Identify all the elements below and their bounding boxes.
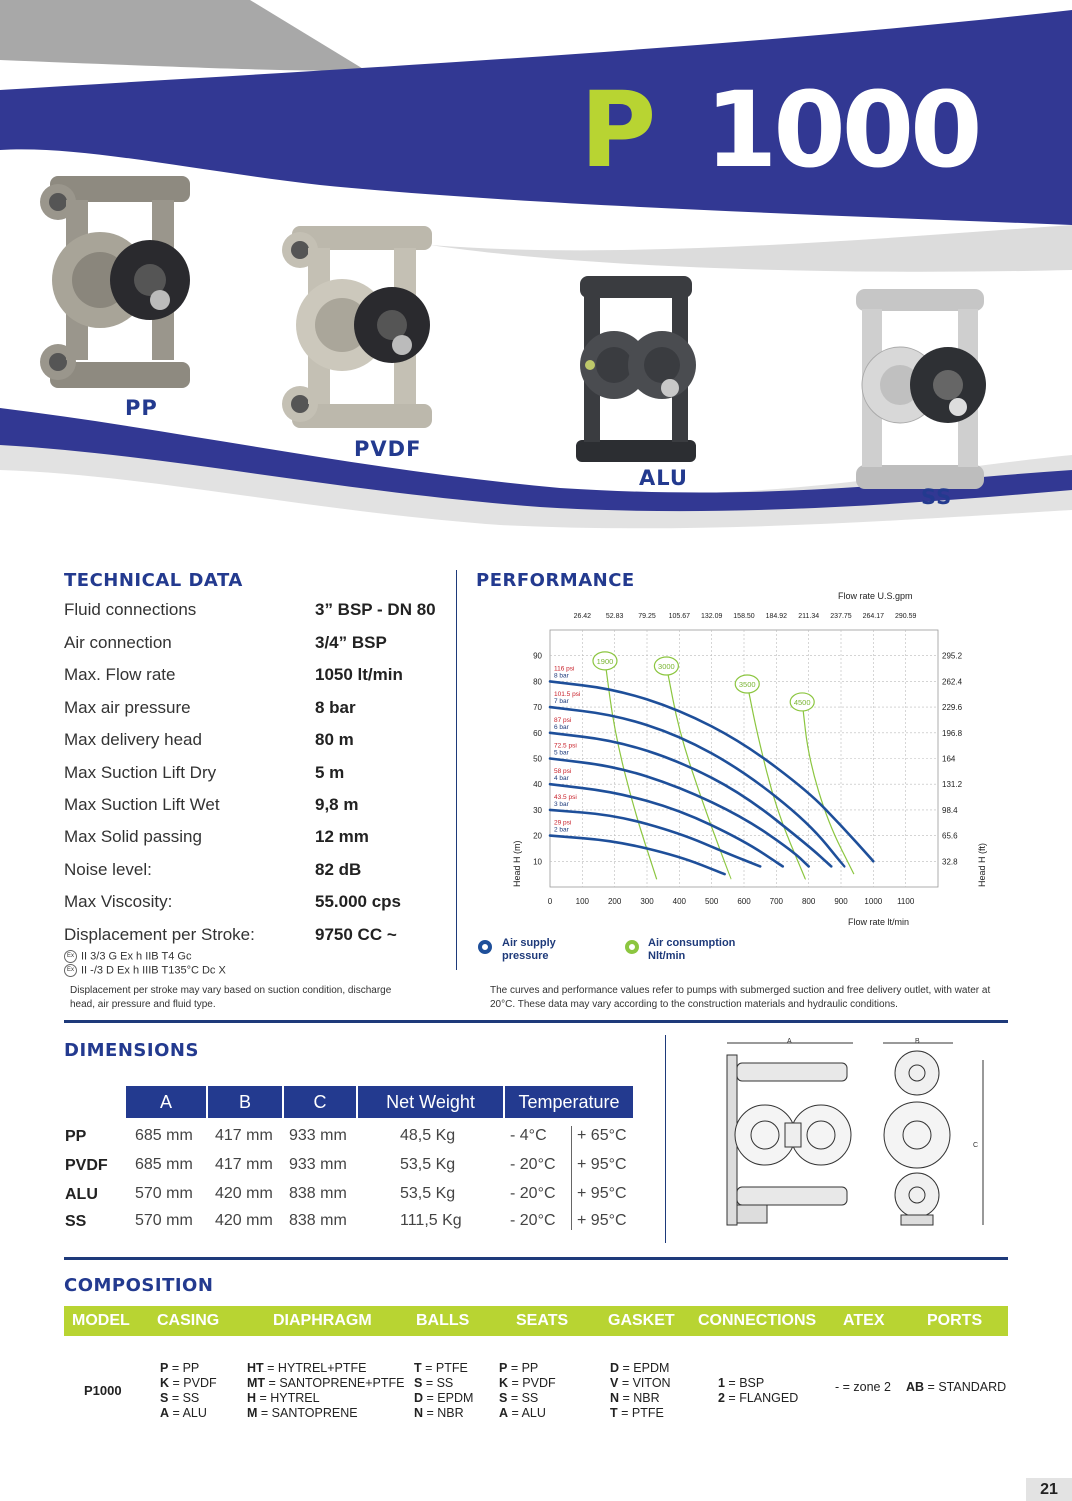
top-tick-label: 132.09 xyxy=(700,613,723,620)
y2-tick-label: 65.6 xyxy=(942,831,958,841)
pressure-psi-label: 58 psi xyxy=(554,768,572,776)
comp-header-gasket: GASKET xyxy=(608,1312,675,1329)
performance-note: The curves and performance values refer to pumps with submerged suction and free delivery outlet, with water at 20°C. These data may vary according to the construction materials and hydraulic conditions. xyxy=(490,985,991,1010)
dim-label-b: B xyxy=(915,1038,920,1045)
dim-temp-min: - 20°C xyxy=(510,1185,556,1202)
pump-label-ss: SS xyxy=(921,485,953,509)
y-tick-label: 80 xyxy=(533,677,542,687)
spec-label: Fluid connections xyxy=(64,600,197,619)
pressure-bar-label: 8 bar xyxy=(554,672,569,680)
performance-chart xyxy=(500,585,1000,935)
spec-label: Max delivery head xyxy=(64,730,202,749)
dim-c: 933 mm xyxy=(289,1156,347,1173)
x-tick-label: 500 xyxy=(704,897,719,906)
dim-header-temperature: Temperature xyxy=(505,1086,633,1118)
spec-value: 82 dB xyxy=(315,860,362,879)
pressure-psi-label: 43.5 psi xyxy=(554,793,577,801)
comp-seats-list xyxy=(499,1361,556,1421)
top-tick-label: 105.67 xyxy=(668,613,691,620)
y-tick-label: 50 xyxy=(533,754,542,764)
air-consumption-label: 1900 xyxy=(596,656,614,666)
x-tick-label: 900 xyxy=(834,897,848,906)
dim-label-c: C xyxy=(973,1142,979,1149)
spec-row xyxy=(64,795,444,825)
dim-model: PVDF xyxy=(65,1157,108,1174)
list-item: A = ALU xyxy=(160,1406,207,1420)
spec-label: Air connection xyxy=(64,633,172,652)
comp-atex: - = zone 2 xyxy=(835,1380,891,1394)
comp-header-seats: SEATS xyxy=(516,1312,569,1329)
dim-b: 417 mm xyxy=(215,1156,273,1173)
comp-diaphragm-list xyxy=(247,1361,404,1421)
spec-label: Max Solid passing xyxy=(64,827,202,846)
spec-label: Displacement per Stroke: xyxy=(64,925,255,944)
y-tick-label: 10 xyxy=(533,857,542,867)
y-tick-label: 20 xyxy=(533,831,542,841)
pump-ss-image xyxy=(850,285,990,500)
pressure-psi-label: 87 psi xyxy=(554,716,572,724)
composition-title: COMPOSITION xyxy=(64,1275,214,1296)
x-tick-label: 100 xyxy=(575,897,590,906)
comp-header-ports: PORTS xyxy=(927,1312,983,1329)
y-tick-label: 70 xyxy=(533,703,542,713)
dim-weight: 53,5 Kg xyxy=(400,1156,456,1173)
y2-tick-label: 164 xyxy=(942,754,956,764)
dim-temp-min: - 20°C xyxy=(510,1212,556,1229)
spec-row xyxy=(64,600,444,630)
pressure-bar-label: 5 bar xyxy=(554,749,569,757)
list-item: S = SS xyxy=(499,1391,539,1405)
list-item: V = VITON xyxy=(610,1376,671,1390)
title-number: 1000 xyxy=(705,69,979,191)
comp-model: P1000 xyxy=(84,1383,122,1398)
pressure-bar-label: 3 bar xyxy=(554,800,569,808)
dim-c: 933 mm xyxy=(289,1127,347,1144)
spec-row xyxy=(64,698,444,728)
dim-temp-max: + 65°C xyxy=(577,1127,627,1144)
top-tick-label: 26.42 xyxy=(573,613,592,620)
air-consumption-legend: Air consumption Nlt/min xyxy=(648,937,736,962)
x-tick-label: 400 xyxy=(672,897,687,906)
list-item: S = SS xyxy=(160,1391,200,1405)
pressure-psi-label: 101.5 psi xyxy=(554,691,581,699)
comp-casing-list xyxy=(160,1361,217,1421)
comp-gasket-list xyxy=(610,1361,671,1421)
pump-label-pp: PP xyxy=(125,396,158,420)
pump-label-pvdf: PVDF xyxy=(354,437,422,461)
y-tick-label: 30 xyxy=(533,805,542,815)
spec-row xyxy=(64,633,444,663)
y2-tick-label: 32.8 xyxy=(942,857,958,867)
y2-tick-label: 229.6 xyxy=(942,703,963,713)
spec-label: Max Viscosity: xyxy=(64,892,173,911)
top-tick-label: 158.50 xyxy=(733,613,755,620)
x-tick-label: 1000 xyxy=(864,897,883,906)
pump-pvdf-image xyxy=(282,220,442,440)
spec-value: 1050 lt/min xyxy=(315,665,403,684)
y2-tick-label: 98.4 xyxy=(942,805,958,815)
dim-label-a: A xyxy=(787,1038,792,1045)
y2-tick-label: 131.2 xyxy=(942,780,963,790)
pump-label-alu: ALU xyxy=(639,466,688,490)
dim-a: 570 mm xyxy=(135,1185,193,1202)
x-axis-title: Flow rate lt/min xyxy=(848,917,910,927)
pressure-curve xyxy=(550,733,831,867)
x-tick-label: 700 xyxy=(769,897,784,906)
y-tick-label: 40 xyxy=(533,780,542,790)
dimension-drawing xyxy=(715,1035,1000,1230)
page-number: 21 xyxy=(1026,1478,1072,1501)
atex-text: II 3/3 G Ex h IIB T4 Gc xyxy=(81,950,192,963)
spec-value: 3” BSP - DN 80 xyxy=(315,600,436,619)
spec-label: Max Suction Lift Wet xyxy=(64,795,220,814)
pressure-bar-label: 6 bar xyxy=(554,723,569,731)
dim-temp-max: + 95°C xyxy=(577,1185,627,1202)
column-divider xyxy=(456,570,457,970)
pump-pp-image xyxy=(40,170,200,400)
list-item: HT = HYTREL+PTFE xyxy=(247,1361,367,1375)
top-tick-label: 290.59 xyxy=(894,613,917,620)
dim-header-weight: Net Weight xyxy=(358,1086,503,1118)
y2-tick-label: 295.2 xyxy=(942,651,963,661)
dim-temp-min: - 4°C xyxy=(510,1127,547,1144)
x-tick-label: 0 xyxy=(547,897,553,906)
pressure-psi-label: 29 psi xyxy=(554,819,572,827)
dim-model: PP xyxy=(65,1128,87,1145)
title-letter: P xyxy=(580,69,659,191)
dimensions-title: DIMENSIONS xyxy=(64,1040,199,1061)
dim-header-b: B xyxy=(208,1086,282,1118)
dim-header-a: A xyxy=(126,1086,206,1118)
spec-value: 3/4” BSP xyxy=(315,633,387,652)
y-axis-title: Head H (m) xyxy=(512,840,522,887)
air-consumption-legend-icon xyxy=(625,940,639,954)
spec-row xyxy=(64,730,444,760)
list-item: D = EPDM xyxy=(610,1361,670,1375)
spec-row xyxy=(64,665,444,695)
top-tick-label: 184.92 xyxy=(765,613,788,620)
dim-weight: 111,5 Kg xyxy=(400,1212,462,1229)
atex-text: II -/3 D Ex h IIIB T135°C Dc X xyxy=(81,964,226,977)
comp-ports: AB = STANDARD xyxy=(906,1380,1007,1394)
chart-curves xyxy=(550,652,873,879)
spec-value: 55.000 cps xyxy=(315,892,402,911)
spec-label: Max Suction Lift Dry xyxy=(64,763,217,782)
top-tick-label: 237.75 xyxy=(830,613,852,620)
x-tick-label: 600 xyxy=(737,897,751,906)
x-tick-label: 200 xyxy=(607,897,622,906)
spec-label: Max. Flow rate xyxy=(64,665,176,684)
top-tick-label: 52.83 xyxy=(605,613,624,620)
spec-value: 5 m xyxy=(315,763,345,782)
dim-weight: 53,5 Kg xyxy=(400,1185,456,1202)
comp-header-connections: CONNECTIONS xyxy=(698,1312,817,1329)
pressure-bar-label: 2 bar xyxy=(554,826,569,834)
x-tick-label: 800 xyxy=(801,897,816,906)
spec-value: 12 mm xyxy=(315,827,369,846)
list-item: T = PTFE xyxy=(610,1406,664,1420)
y-tick-label: 60 xyxy=(533,728,542,738)
spec-row xyxy=(64,827,444,857)
dim-weight: 48,5 Kg xyxy=(400,1127,456,1144)
temp-divider xyxy=(571,1126,572,1230)
air-supply-legend-icon xyxy=(478,940,492,954)
spec-value: 9,8 m xyxy=(315,795,359,814)
list-item: P = PP xyxy=(499,1361,539,1375)
list-item: K = PVDF xyxy=(160,1376,217,1390)
ex-icon: Ex xyxy=(64,964,77,977)
comp-header-atex: ATEX xyxy=(843,1312,885,1329)
top-tick-label: 211.34 xyxy=(798,613,820,620)
pressure-psi-label: 72.5 psi xyxy=(554,742,577,750)
dim-c: 838 mm xyxy=(289,1185,347,1202)
list-item: 2 = FLANGED xyxy=(718,1391,799,1405)
dim-temp-min: - 20°C xyxy=(510,1156,556,1173)
dim-header-c: C xyxy=(284,1086,356,1118)
top-tick-label: 264.17 xyxy=(862,613,885,620)
air-consumption-label: 3000 xyxy=(658,661,675,671)
list-item: A = ALU xyxy=(499,1406,546,1420)
atex-line xyxy=(64,964,226,977)
y-tick-label: 90 xyxy=(533,651,542,661)
dim-c: 838 mm xyxy=(289,1212,347,1229)
list-item: H = HYTREL xyxy=(247,1391,320,1405)
dim-b: 417 mm xyxy=(215,1127,273,1144)
list-item: 1 = BSP xyxy=(718,1376,765,1390)
air-supply-legend: Air supply pressure xyxy=(502,937,556,962)
spec-value: 80 m xyxy=(315,730,354,749)
top-axis-title: Flow rate U.S.gpm xyxy=(838,591,913,601)
y2-tick-label: 196.8 xyxy=(942,728,963,738)
comp-header-balls: BALLS xyxy=(416,1312,470,1329)
spec-value: 8 bar xyxy=(315,698,356,717)
dim-a: 685 mm xyxy=(135,1156,193,1173)
spec-label: Noise level: xyxy=(64,860,152,879)
list-item: S = SS xyxy=(414,1376,454,1390)
list-item: T = PTFE xyxy=(414,1361,468,1375)
pressure-psi-label: 116 psi xyxy=(554,665,575,673)
spec-row xyxy=(64,892,444,922)
dimensions-divider xyxy=(665,1035,666,1243)
y2-tick-label: 262.4 xyxy=(942,677,963,687)
displacement-note: Displacement per stroke may vary based on suction condition, discharge head, air pressure and fluid type. xyxy=(70,985,392,1010)
dim-temp-max: + 95°C xyxy=(577,1212,627,1229)
list-item: D = EPDM xyxy=(414,1391,474,1405)
x-tick-label: 300 xyxy=(640,897,654,906)
dim-a: 570 mm xyxy=(135,1212,193,1229)
pump-alu-image xyxy=(572,270,700,470)
dim-model: ALU xyxy=(65,1186,98,1203)
technical-data-title: TECHNICAL DATA xyxy=(64,570,243,591)
pressure-bar-label: 4 bar xyxy=(554,775,569,783)
pressure-bar-label: 7 bar xyxy=(554,698,569,706)
comp-balls-list xyxy=(414,1361,473,1421)
performance-title: PERFORMANCE xyxy=(476,570,635,591)
y2-axis-title: Head H (ft) xyxy=(977,842,987,887)
top-tick-label: 79.25 xyxy=(638,613,656,620)
air-consumption-label: 4500 xyxy=(793,697,811,707)
list-item: N = NBR xyxy=(610,1391,660,1405)
section-rule xyxy=(64,1257,1008,1260)
list-item: K = PVDF xyxy=(499,1376,556,1390)
comp-header-model: MODEL xyxy=(72,1312,130,1329)
section-rule xyxy=(64,1020,1008,1023)
comp-header-diaphragm: DIAPHRAGM xyxy=(273,1312,372,1329)
spec-row xyxy=(64,763,444,793)
spec-label: Max air pressure xyxy=(64,698,191,717)
comp-connections-list xyxy=(718,1376,798,1406)
list-item: P = PP xyxy=(160,1361,200,1375)
comp-header-casing: CASING xyxy=(157,1312,220,1329)
dim-b: 420 mm xyxy=(215,1212,273,1229)
dim-b: 420 mm xyxy=(215,1185,273,1202)
x-tick-label: 1100 xyxy=(897,897,915,906)
atex-line xyxy=(64,950,191,963)
air-consumption-label: 3500 xyxy=(738,679,756,689)
dim-temp-max: + 95°C xyxy=(577,1156,627,1173)
ex-icon: Ex xyxy=(64,950,77,963)
list-item: MT = SANTOPRENE+PTFE xyxy=(247,1376,405,1390)
spec-row xyxy=(64,860,444,890)
dim-a: 685 mm xyxy=(135,1127,193,1144)
dim-model: SS xyxy=(65,1213,87,1230)
list-item: N = NBR xyxy=(414,1406,464,1420)
spec-value: 9750 CC ~ xyxy=(315,925,397,944)
list-item: M = SANTOPRENE xyxy=(247,1406,358,1420)
